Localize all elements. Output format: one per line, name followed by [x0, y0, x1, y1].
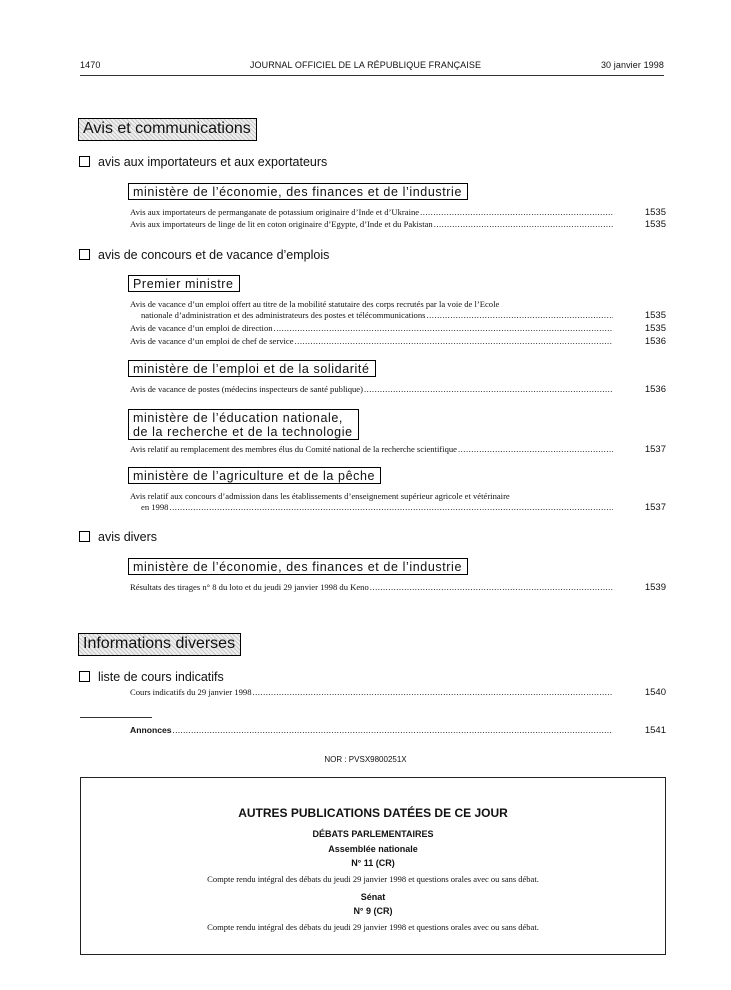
- group-name: Sénat: [360, 892, 386, 902]
- group-number: N° 11 (CR): [351, 858, 395, 868]
- ministry-education: ministère de l’éducation nationale, de la recherche et de la technologie: [128, 409, 359, 440]
- publications-subtitle: DÉBATS PARLEMENTAIRES: [312, 829, 434, 839]
- group-name: Assemblée nationale: [328, 844, 418, 854]
- nor-reference: NOR : PVSX9800251X: [324, 755, 407, 764]
- group-description: Compte rendu intégral des débats du jeudi 29 janvier 1998 et questions orales avec ou sans débat.: [207, 922, 539, 932]
- toc-entry[interactable]: Cours indicatifs du 29 janvier 1998 ..... 1540: [130, 687, 666, 699]
- toc-entry-annonces[interactable]: Annonces ..... 1541: [130, 725, 666, 737]
- publications-title: AUTRES PUBLICATIONS DATÉES DE CE JOUR: [238, 806, 508, 820]
- category-avis-divers: avis divers: [79, 530, 157, 545]
- ministry-emploi: ministère de l’emploi et de la solidarité: [128, 360, 376, 377]
- section-title-informations: Informations diverses: [78, 633, 241, 656]
- toc-entry[interactable]: Résultats des tirages n° 8 du loto et du jeudi 29 janvier 1998 du Keno ..... 1539: [130, 582, 666, 594]
- toc-entry[interactable]: Avis de vacance de postes (médecins inspecteurs de santé publique) ..... 1536: [130, 384, 666, 396]
- checkbox-square-icon: [79, 671, 90, 682]
- journal-title: JOURNAL OFFICIEL DE LA RÉPUBLIQUE FRANÇAISE: [249, 60, 482, 70]
- header-date: 30 janvier 1998: [600, 60, 664, 70]
- toc-entry[interactable]: Avis de vacance d’un emploi offert au titre de la mobilité statutaire des corps recrutés par la voie de l’Ecole nationale d’administration et des administrateurs des postes et télécommunications ..... 1535: [130, 299, 666, 321]
- toc-entry[interactable]: Avis aux importateurs de permanganate de potassium originaire d’Inde et d’Ukraine ..... 1535: [130, 207, 666, 219]
- section-title-avis: Avis et communications: [78, 118, 257, 141]
- toc-entry[interactable]: Avis de vacance d’un emploi de direction ..... 1535: [130, 323, 666, 335]
- category-concours: avis de concours et de vacance d’emplois: [79, 248, 329, 263]
- group-number: N° 9 (CR): [353, 906, 393, 916]
- ministry-premier-ministre: Premier ministre: [128, 275, 240, 292]
- publications-box: [80, 777, 666, 955]
- checkbox-square-icon: [79, 156, 90, 167]
- ministry-economie-1: ministère de l’économie, des finances et de l’industrie: [128, 183, 468, 200]
- header-rule: [80, 75, 664, 76]
- page-number: 1470: [80, 60, 101, 70]
- short-rule: [80, 717, 152, 718]
- category-importateurs: avis aux importateurs et aux exportateurs: [79, 155, 327, 170]
- checkbox-square-icon: [79, 249, 90, 260]
- group-description: Compte rendu intégral des débats du jeudi 29 janvier 1998 et questions orales avec ou sans débat.: [207, 874, 539, 884]
- ministry-agriculture: ministère de l’agriculture et de la pêche: [128, 467, 381, 484]
- toc-entry[interactable]: Avis relatif aux concours d’admission dans les établissements d’enseignement supérieur agricole et vétérinaire en 1998 ..... 1537: [130, 491, 666, 513]
- checkbox-square-icon: [79, 531, 90, 542]
- toc-entry[interactable]: Avis relatif au remplacement des membres élus du Comité national de la recherche scientifique ..... 1537: [130, 444, 666, 456]
- category-cours: liste de cours indicatifs: [79, 670, 224, 685]
- ministry-economie-2: ministère de l’économie, des finances et de l’industrie: [128, 558, 468, 575]
- toc-entry[interactable]: Avis aux importateurs de linge de lit en coton originaire d’Egypte, d’Inde et du Pakistan ..... 1535: [130, 219, 666, 231]
- toc-entry[interactable]: Avis de vacance d’un emploi de chef de service ..... 1536: [130, 336, 666, 348]
